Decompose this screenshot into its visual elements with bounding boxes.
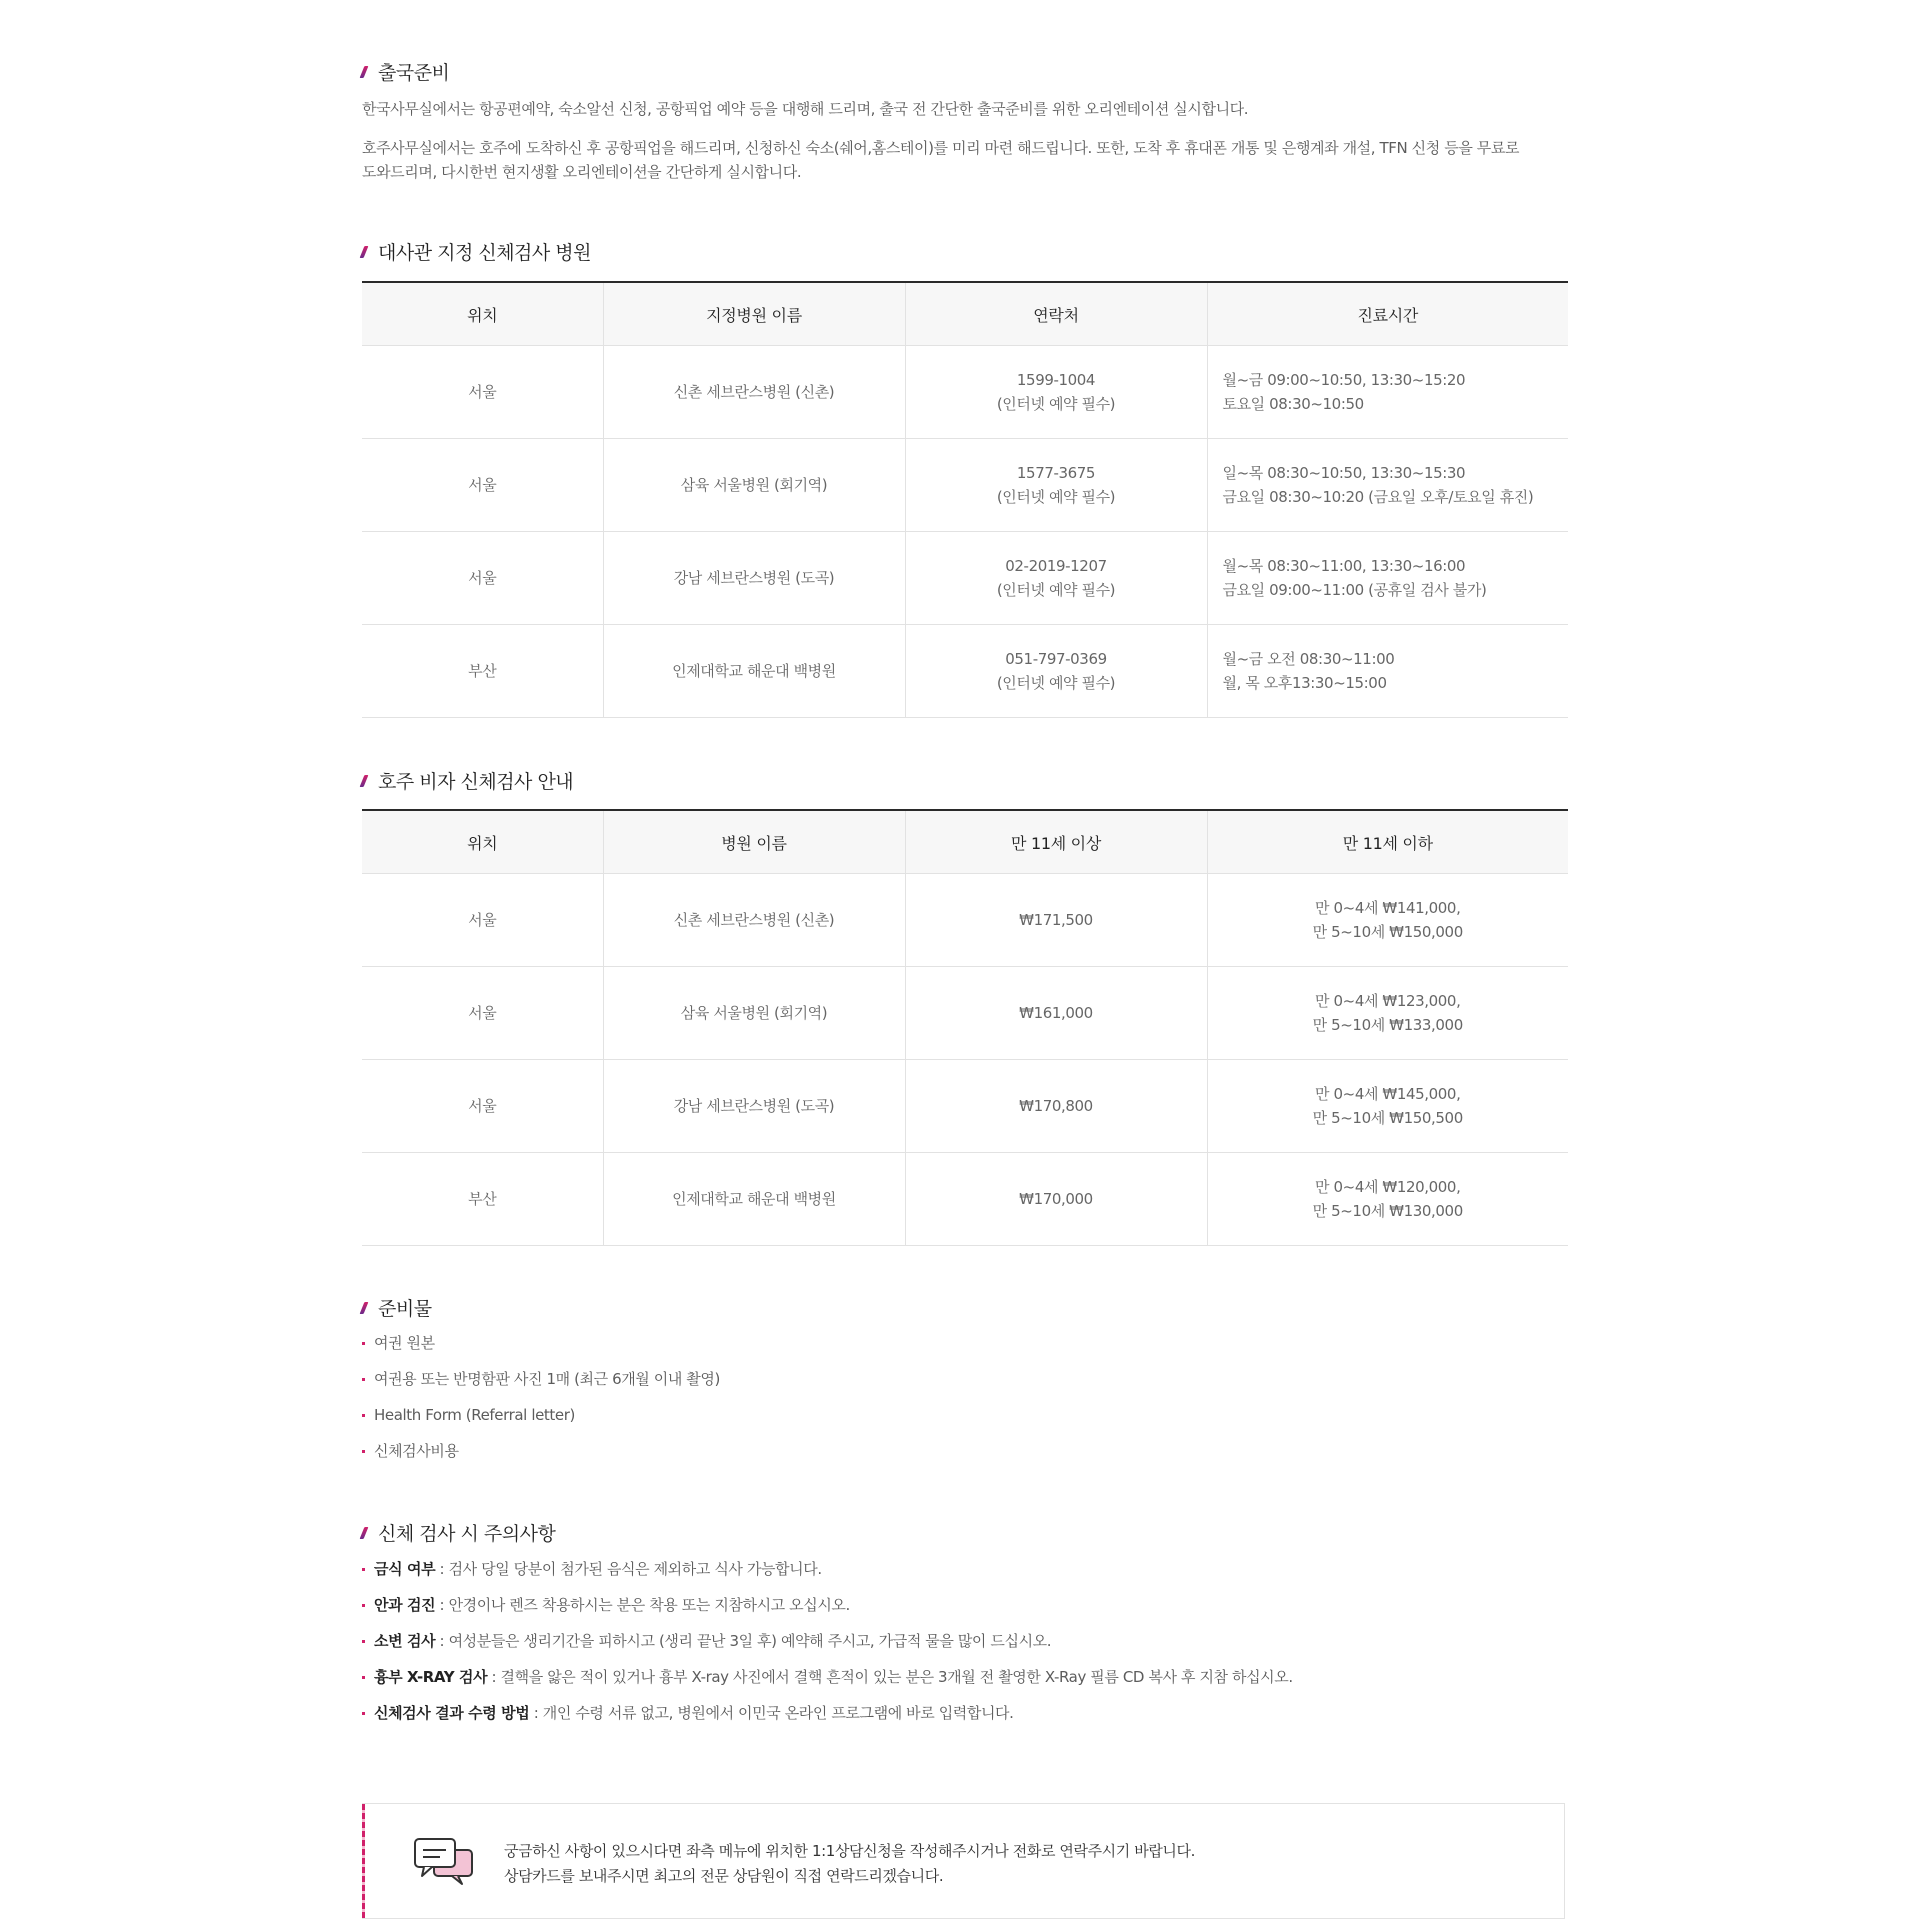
list-item: 안과 검진 : 안경이나 렌즈 착용하시는 분은 착용 또는 지참하시고 오십시오. [362, 1587, 1293, 1623]
section-title-prep: 준비물 [362, 1294, 432, 1321]
cell-adult-fee: ₩161,000 [905, 967, 1207, 1060]
column-header: 진료시간 [1207, 282, 1568, 346]
cell-hospital-name: 신촌 세브란스병원 (신촌) [603, 874, 905, 967]
cell-child-fee: 만 0~4세 ₩145,000, 만 5~10세 ₩150,500 [1207, 1060, 1568, 1153]
section-marker-icon [360, 775, 369, 787]
fee-table [362, 809, 1568, 1246]
cell-hours: 일~목 08:30~10:50, 13:30~15:30 금요일 08:30~10:20 (금요일 오후/토요일 휴진) [1207, 439, 1568, 532]
list-item: 신체검사 결과 수령 방법 : 개인 수령 서류 없고, 병원에서 이민국 온라인 프로그램에 바로 입력합니다. [362, 1695, 1293, 1731]
table-row [362, 346, 1568, 439]
cell-location: 부산 [362, 1153, 603, 1246]
table-header-row [362, 810, 1568, 874]
cell-location: 서울 [362, 439, 603, 532]
cell-child-fee: 만 0~4세 ₩141,000, 만 5~10세 ₩150,000 [1207, 874, 1568, 967]
cell-child-fee: 만 0~4세 ₩123,000, 만 5~10세 ₩133,000 [1207, 967, 1568, 1060]
cell-location: 서울 [362, 967, 603, 1060]
column-header: 만 11세 이하 [1207, 810, 1568, 874]
section-title-departure: 출국준비 [362, 58, 449, 85]
section-title-fees: 호주 비자 신체검사 안내 [362, 767, 573, 794]
cell-adult-fee: ₩170,800 [905, 1060, 1207, 1153]
section-marker-icon [360, 246, 369, 258]
cell-child-fee: 만 0~4세 ₩120,000, 만 5~10세 ₩130,000 [1207, 1153, 1568, 1246]
cell-phone: 1577-3675 (인터넷 예약 필수) [905, 439, 1207, 532]
column-header: 만 11세 이상 [905, 810, 1207, 874]
contact-box [362, 1803, 1565, 1919]
cell-hospital-name: 삼육 서울병원 (회기역) [603, 967, 905, 1060]
cell-adult-fee: ₩171,500 [905, 874, 1207, 967]
cell-location: 서울 [362, 532, 603, 625]
cell-hospital-name: 강남 세브란스병원 (도곡) [603, 1060, 905, 1153]
cell-hospital-name: 인제대학교 해운대 백병원 [603, 1153, 905, 1246]
table-row [362, 1060, 1568, 1153]
table-row [362, 874, 1568, 967]
list-item: 흉부 X-RAY 검사 : 결핵을 앓은 적이 있거나 흉부 X-ray 사진에서 결핵 흔적이 있는 분은 3개월 전 촬영한 X-Ray 필름 CD 복사 후 지참 하십시오. [362, 1659, 1293, 1695]
table-row [362, 532, 1568, 625]
table-row [362, 967, 1568, 1060]
table-header-row [362, 282, 1568, 346]
list-item: Health Form (Referral letter) [362, 1397, 720, 1433]
column-header: 병원 이름 [603, 810, 905, 874]
caution-list [362, 1551, 1293, 1731]
hospital-table [362, 281, 1568, 718]
cell-adult-fee: ₩170,000 [905, 1153, 1207, 1246]
cell-phone: 051-797-0369 (인터넷 예약 필수) [905, 625, 1207, 718]
column-header: 위치 [362, 810, 603, 874]
cell-location: 서울 [362, 346, 603, 439]
cell-hours: 월~목 08:30~11:00, 13:30~16:00 금요일 09:00~11:00 (공휴일 검사 불가) [1207, 532, 1568, 625]
departure-paragraph-2: 호주사무실에서는 호주에 도착하신 후 공항픽업을 해드리며, 신청하신 숙소(쉐어,홈스테이)를 미리 마련 해드립니다. 또한, 도착 후 휴대폰 개통 및 은행계좌 개설, TFN 신청 등을 무료로 도와드리며, 다시한번 현지생활 오리엔테이션을 간단하게 실시합니다. [362, 139, 1520, 181]
chat-bubbles-icon [412, 1836, 476, 1896]
cell-hospital-name: 인제대학교 해운대 백병원 [603, 625, 905, 718]
cell-hospital-name: 강남 세브란스병원 (도곡) [603, 532, 905, 625]
cell-hours: 월~금 09:00~10:50, 13:30~15:20 토요일 08:30~10:50 [1207, 346, 1568, 439]
section-marker-icon [360, 1527, 369, 1539]
prep-list [362, 1325, 720, 1469]
cell-phone: 1599-1004 (인터넷 예약 필수) [905, 346, 1207, 439]
cell-hospital-name: 신촌 세브란스병원 (신촌) [603, 346, 905, 439]
section-title-caution: 신체 검사 시 주의사항 [362, 1519, 555, 1546]
list-item: 소변 검사 : 여성분들은 생리기간을 피하시고 (생리 끝난 3일 후) 예약해 주시고, 가급적 물을 많이 드십시오. [362, 1623, 1293, 1659]
list-item: 금식 여부 : 검사 당일 당분이 첨가된 음식은 제외하고 식사 가능합니다. [362, 1551, 1293, 1587]
contact-text: 궁금하신 사항이 있으시다면 좌측 메뉴에 위치한 1:1상담신청을 작성해주시거나 전화로 연락주시기 바랍니다. 상담카드를 보내주시면 최고의 전문 상담원이 직접 연락드리겠습니다. [504, 1842, 1195, 1885]
cell-hospital-name: 삼육 서울병원 (회기역) [603, 439, 905, 532]
list-item: 여권 원본 [362, 1325, 720, 1361]
contact-accent-bar [362, 1804, 365, 1918]
departure-paragraph-1: 한국사무실에서는 항공편예약, 숙소알선 신청, 공항픽업 예약 등을 대행해 드리며, 출국 전 간단한 출국준비를 위한 오리엔테이션 실시합니다. [362, 100, 1249, 118]
table-row [362, 1153, 1568, 1246]
cell-location: 부산 [362, 625, 603, 718]
list-item: 여권용 또는 반명함판 사진 1매 (최근 6개월 이내 촬영) [362, 1361, 720, 1397]
table-row [362, 625, 1568, 718]
column-header: 지정병원 이름 [603, 282, 905, 346]
cell-location: 서울 [362, 874, 603, 967]
cell-phone: 02-2019-1207 (인터넷 예약 필수) [905, 532, 1207, 625]
section-marker-icon [360, 1302, 369, 1314]
column-header: 위치 [362, 282, 603, 346]
section-title-hospitals: 대사관 지정 신체검사 병원 [362, 238, 591, 265]
cell-hours: 월~금 오전 08:30~11:00 월, 목 오후13:30~15:00 [1207, 625, 1568, 718]
table-row [362, 439, 1568, 532]
section-marker-icon [360, 66, 369, 78]
cell-location: 서울 [362, 1060, 603, 1153]
list-item: 신체검사비용 [362, 1433, 720, 1469]
column-header: 연락처 [905, 282, 1207, 346]
